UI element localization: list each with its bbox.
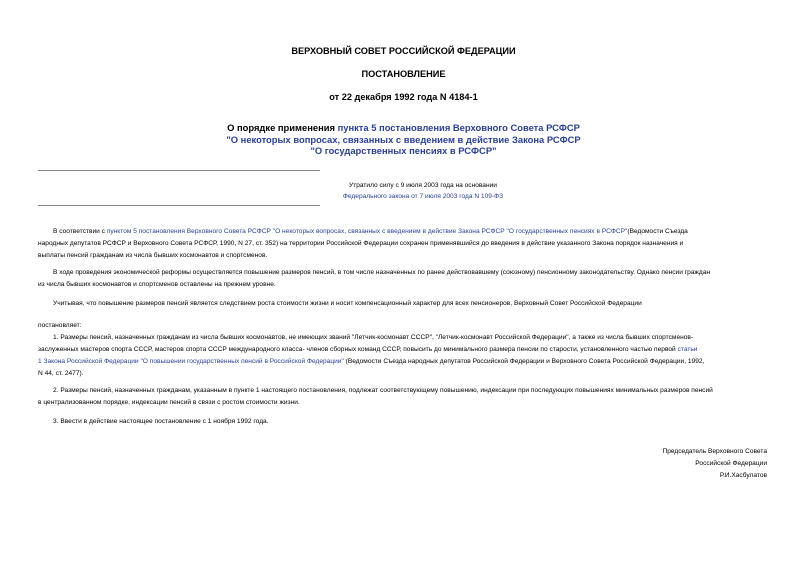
item-3: 3. Ввести в действие настоящее постановление с 1 ноября 1992 года. [53,418,269,425]
document-date-number: от 22 декабря 1992 года N 4184-1 [329,92,478,102]
item-1-line-4: N 44, ст. 2477). [38,370,84,377]
paragraph-1-intro: В соответствии с [53,228,107,235]
item-1-line-2 [38,344,769,355]
signature-org: Российской Федерации [695,460,767,467]
item-1-line-2-text: заслуженных мастеров спорта СССР, мастеров спорта СССР международного класса- членов сборных команд СССР, повысить до минимального размера пенсии по старости, установленного частью первой [38,346,678,353]
divider-top [38,170,320,171]
signature-name: Р.И.Хасбулатов [719,472,767,479]
title-link-1[interactable]: пункта 5 постановления Верховного Совета РСФСР [337,122,580,133]
item-2-line-1: 2. Размеры пенсий, назначенных гражданам, указанным в пункте 1 настоящего постановления, подлежат соответствующему повышению, индексации при последующих повышениях минимальных размеров пенсий [53,387,713,394]
status-note: Утратило силу с 9 июля 2003 года на основании [349,182,497,189]
paragraph-1-line-3: выплаты пенсий гражданам из числа бывших космонавтов и спортсменов. [38,252,268,259]
item-2-line-2: в централизованном порядке, индексации пенсий в связи с ростом стоимости жизни. [38,399,300,406]
title-line-1 [0,122,807,134]
paragraph-1-link[interactable]: пунктом 5 постановления Верховного Совета РСФСР "О некоторых вопросах, связанных с введением в действие Закона РСФСР "О государственных пенсиях в РСФСР" [106,228,628,235]
document-title [0,122,807,157]
signature-title: Председатель Верховного Совета [662,448,767,455]
issuing-body: ВЕРХОВНЫЙ СОВЕТ РОССИЙСКОЙ ФЕДЕРАЦИИ [291,46,516,56]
item-1-law-link-start[interactable]: статьи [677,346,698,353]
paragraph-1-line-2: народных депутатов РСФСР и Верховного Совета РСФСР, 1990, N 27, ст. 352) на территории Российской Федерации сохранен применявшийся до введения в действие указанного Закона порядок назначения и [38,240,684,247]
status-law-link[interactable]: Федерального закона от 7 июля 2003 года N 109-ФЗ [342,193,504,200]
resolves-label: постановляет: [38,322,82,329]
title-link-2[interactable]: "О некоторых вопросах, связанных с введением в действие Закона РСФСР [226,133,581,145]
document-type: ПОСТАНОВЛЕНИЕ [361,69,446,79]
title-link-3[interactable]: "О государственных пенсиях в РСФСР" [310,145,497,156]
item-1-line-3 [38,356,769,367]
paragraph-2-line-1: В ходе проведения экономической реформы осуществляется повышение размеров пенсий, в том числе назначенных по ранее действовавшему (союзному) пенсионному законодательству. Однако пенсии граждан [53,269,711,276]
title-prefix: О порядке применения [227,122,338,133]
paragraph-1-tail: (Ведомости Съезда [627,228,688,235]
item-1-line-1: 1. Размеры пенсий, назначенных гражданам из числа бывших космонавтов, не имеющих званий "Летчик-космонавт СССР", "Летчик-космонавт Российской Федерации", а также из числа бывших спортсменов- [53,334,694,341]
divider-bottom [38,205,320,206]
item-1-line-3-text: (Ведомости Съезда народных депутатов Российской Федерации и Верховного Совета Российской Федерации, 1992, [343,358,705,365]
paragraph-2-line-2: из числа бывших космонавтов и спортсменов оставлены на прежнем уровне. [38,281,276,288]
item-1-law-link[interactable]: 1 Закона Российской Федерации "О повышении государственных пенсий в Российской Федерации" [38,358,344,365]
paragraph-1-line-1 [53,226,769,237]
paragraph-3: Учитывая, что повышение размеров пенсий является следствием роста стоимости жизни и носит компенсационный характер для всех пенсионеров, Верховный Совет Российской Федерации [53,300,642,307]
